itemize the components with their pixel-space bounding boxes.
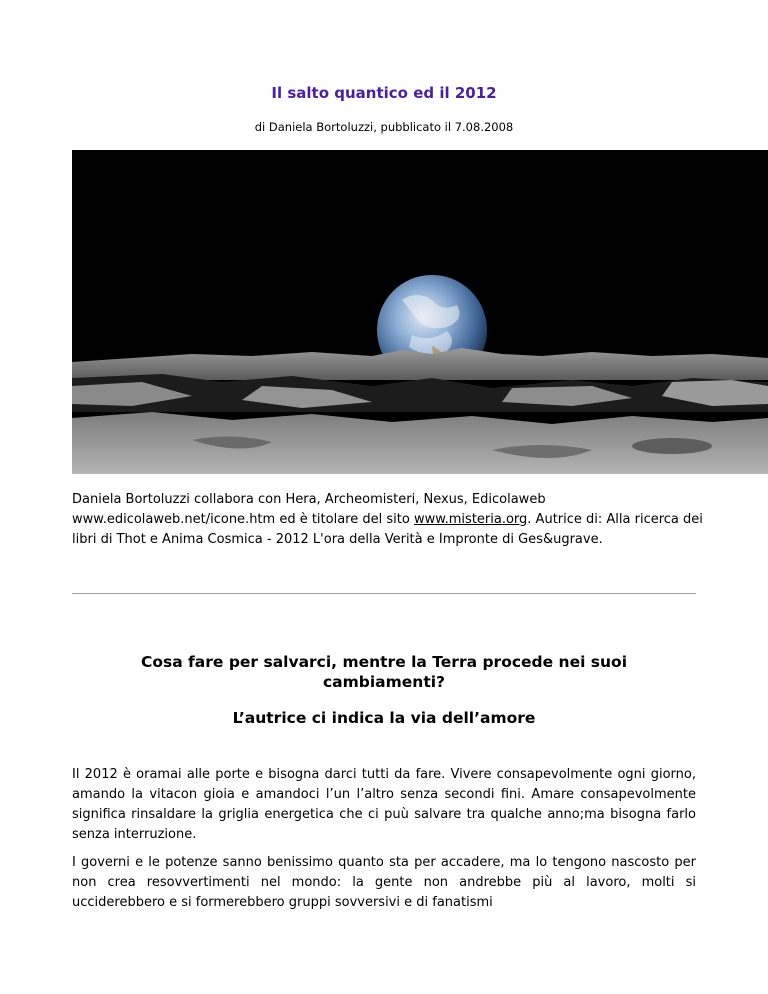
earthrise-image — [72, 150, 768, 474]
author-bio — [72, 490, 712, 550]
bio-text-b: . Autrice di: Alla ricerca dei libri di Thot e Anima Cosmica - 2012 L'ora della Verità e Impronte di Ges&ugrave. — [72, 512, 703, 547]
horizontal-divider — [72, 593, 696, 594]
section-subtitle-heading: L’autrice ci indica la via dell’amore — [232, 709, 536, 727]
earthrise-photo — [72, 150, 768, 474]
misteria-link[interactable]: www.misteria.org — [413, 512, 528, 527]
article-byline: di Daniela Bortoluzzi, pubblicato il 7.08.2008 — [254, 120, 514, 134]
article-title: Il salto quantico ed il 2012 — [271, 84, 497, 102]
body-paragraph-2: I governi e le potenze sanno benissimo quanto sta per accadere, ma lo tengono nascosto per non crea resovvertimenti nel mondo: la gente non andrebbe più al lavoro, molti si ucciderebbero e si formerebbero gruppi sovversivi e di fanatismi — [72, 855, 696, 910]
section-question-heading: Cosa fare per salvarci, mentre la Terra procede nei suoi cambiamenti? — [140, 653, 628, 691]
bio-text-a: Daniela Bortoluzzi collabora con Hera, Archeomisteri, Nexus, Edicolaweb www.edicolaweb.net/icone.htm ed è titolare del sito — [72, 492, 546, 527]
body-paragraph-1: Il 2012 è oramai alle porte e bisogna darci tutti da fare. Vivere consapevolmente ogni giorno, amando la vitacon gioia e amandoci l’un l’altro senza secondi fini. Amare consapevolmente significa rinsaldare la griglia energetica che ci puù salvare tra qualche anno;ma bisogna farlo senza interruzione. — [72, 767, 696, 842]
